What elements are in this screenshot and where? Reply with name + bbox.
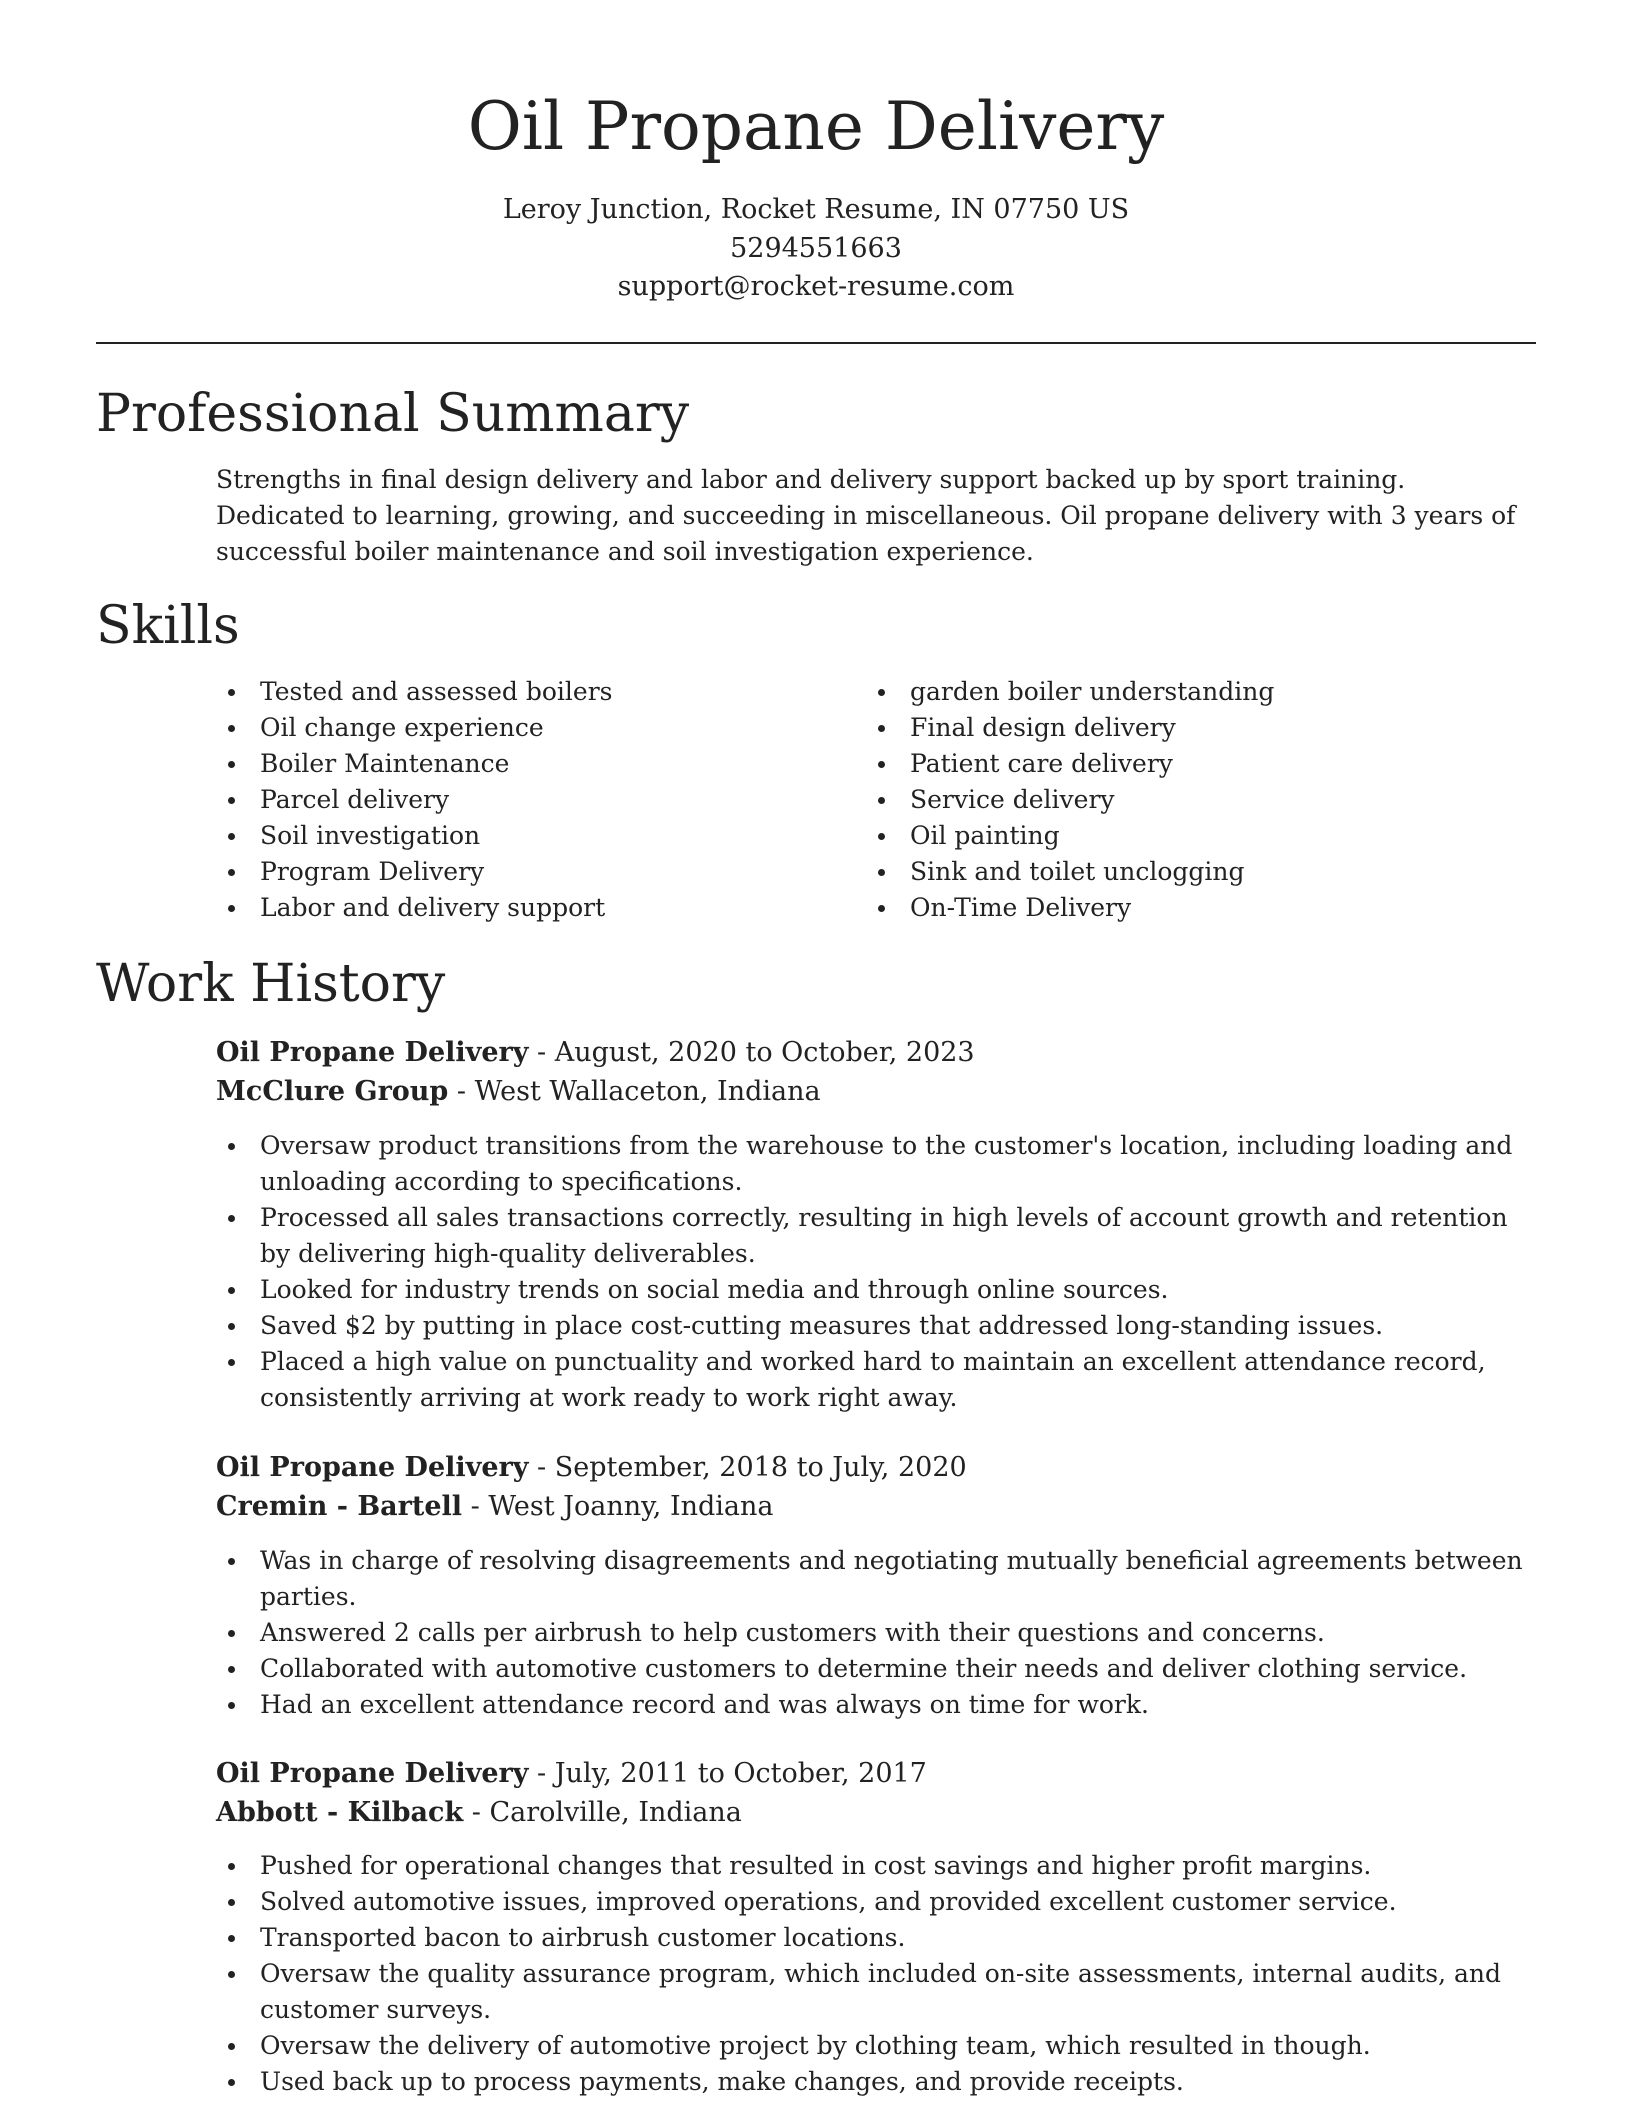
job-title: Oil Propane Delivery <box>216 1037 529 1068</box>
phone: 5294551663 <box>730 233 902 264</box>
job-location: - West Joanny, Indiana <box>462 1491 774 1522</box>
skills-heading: Skills <box>96 596 240 656</box>
job-title: Oil Propane Delivery <box>216 1758 529 1789</box>
job-bullet: Transported bacon to airbrush customer locations. <box>216 1920 1536 1956</box>
job-bullet: Collaborated with automotive customers to determine their needs and deliver clothing service. <box>216 1651 1536 1687</box>
skills-list-right <box>866 674 1486 926</box>
summary-heading: Professional Summary <box>96 384 690 444</box>
skill-item: Program Delivery <box>216 854 816 890</box>
job-bullets <box>216 1128 1536 1416</box>
email: support@rocket-resume.com <box>617 271 1015 302</box>
job-location: - West Wallaceton, Indiana <box>448 1076 821 1107</box>
job-bullet: Had an excellent attendance record and was always on time for work. <box>216 1687 1536 1723</box>
job-bullet: Placed a high value on punctuality and worked hard to maintain an excellent attendance record, consistently arriving at work ready to work right away. <box>216 1344 1536 1416</box>
company-name: Abbott - Kilback <box>216 1797 464 1828</box>
skill-item: Tested and assessed boilers <box>216 674 816 710</box>
candidate-name: Oil Propane Delivery <box>467 88 1165 165</box>
skill-item: Boiler Maintenance <box>216 746 816 782</box>
job-bullet: Oversaw product transitions from the warehouse to the customer's location, including loading and unloading according to specifications. <box>216 1128 1536 1200</box>
job-bullet: Processed all sales transactions correctly, resulting in high levels of account growth and retention by delivering high-quality deliverables. <box>216 1200 1536 1272</box>
skill-item: Labor and delivery support <box>216 890 816 926</box>
job-title-line <box>216 1449 1516 1487</box>
job-bullets <box>216 1848 1536 2100</box>
skill-item: Oil painting <box>866 818 1486 854</box>
skill-item: On-Time Delivery <box>866 890 1486 926</box>
job-bullet: Pushed for operational changes that resulted in cost savings and higher profit margins. <box>216 1848 1536 1884</box>
job-dates: - August, 2020 to October, 2023 <box>528 1037 975 1068</box>
job-bullet: Oversaw the delivery of automotive project by clothing team, which resulted in though. <box>216 2028 1536 2064</box>
skill-item: Parcel delivery <box>216 782 816 818</box>
skill-item: Sink and toilet unclogging <box>866 854 1486 890</box>
header-divider <box>96 342 1536 344</box>
skill-item: Final design delivery <box>866 710 1486 746</box>
company-name: Cremin - Bartell <box>216 1491 463 1522</box>
address: Leroy Junction, Rocket Resume, IN 07750 US <box>502 194 1130 225</box>
job-bullet: Solved automotive issues, improved operations, and provided excellent customer service. <box>216 1884 1536 1920</box>
skill-item: Patient care delivery <box>866 746 1486 782</box>
job-bullet: Oversaw the quality assurance program, which included on-site assessments, internal audits, and customer surveys. <box>216 1956 1536 2028</box>
skill-item: Service delivery <box>866 782 1486 818</box>
job-title: Oil Propane Delivery <box>216 1452 529 1483</box>
work-history-heading: Work History <box>96 954 446 1014</box>
summary-text: Strengths in final design delivery and labor and delivery support backed up by sport training. Dedicated to learning, growing, and succeeding in miscellaneous. Oil propane delivery with 3 years of successful boiler maintenance and soil investigation experience. <box>216 465 1516 566</box>
job-location: - Carolville, Indiana <box>463 1797 742 1828</box>
job-dates: - September, 2018 to July, 2020 <box>528 1452 967 1483</box>
job-bullet: Used back up to process payments, make changes, and provide receipts. <box>216 2064 1536 2100</box>
skills-list-left <box>216 674 816 926</box>
job-title-line <box>216 1755 1516 1793</box>
job-dates: - July, 2011 to October, 2017 <box>528 1758 927 1789</box>
job-bullet: Looked for industry trends on social media and through online sources. <box>216 1272 1536 1308</box>
job-company-line <box>216 1073 1516 1111</box>
job-bullet: Was in charge of resolving disagreements and negotiating mutually beneficial agreements between parties. <box>216 1543 1536 1615</box>
job-company-line <box>216 1794 1516 1832</box>
skill-item: Oil change experience <box>216 710 816 746</box>
job-bullet: Saved $2 by putting in place cost-cutting measures that addressed long-standing issues. <box>216 1308 1536 1344</box>
skill-item: garden boiler understanding <box>866 674 1486 710</box>
job-title-line <box>216 1034 1516 1072</box>
skill-item: Soil investigation <box>216 818 816 854</box>
job-bullets <box>216 1543 1536 1723</box>
job-bullet: Answered 2 calls per airbrush to help customers with their questions and concerns. <box>216 1615 1536 1651</box>
job-company-line <box>216 1488 1516 1526</box>
company-name: McClure Group <box>216 1076 449 1107</box>
